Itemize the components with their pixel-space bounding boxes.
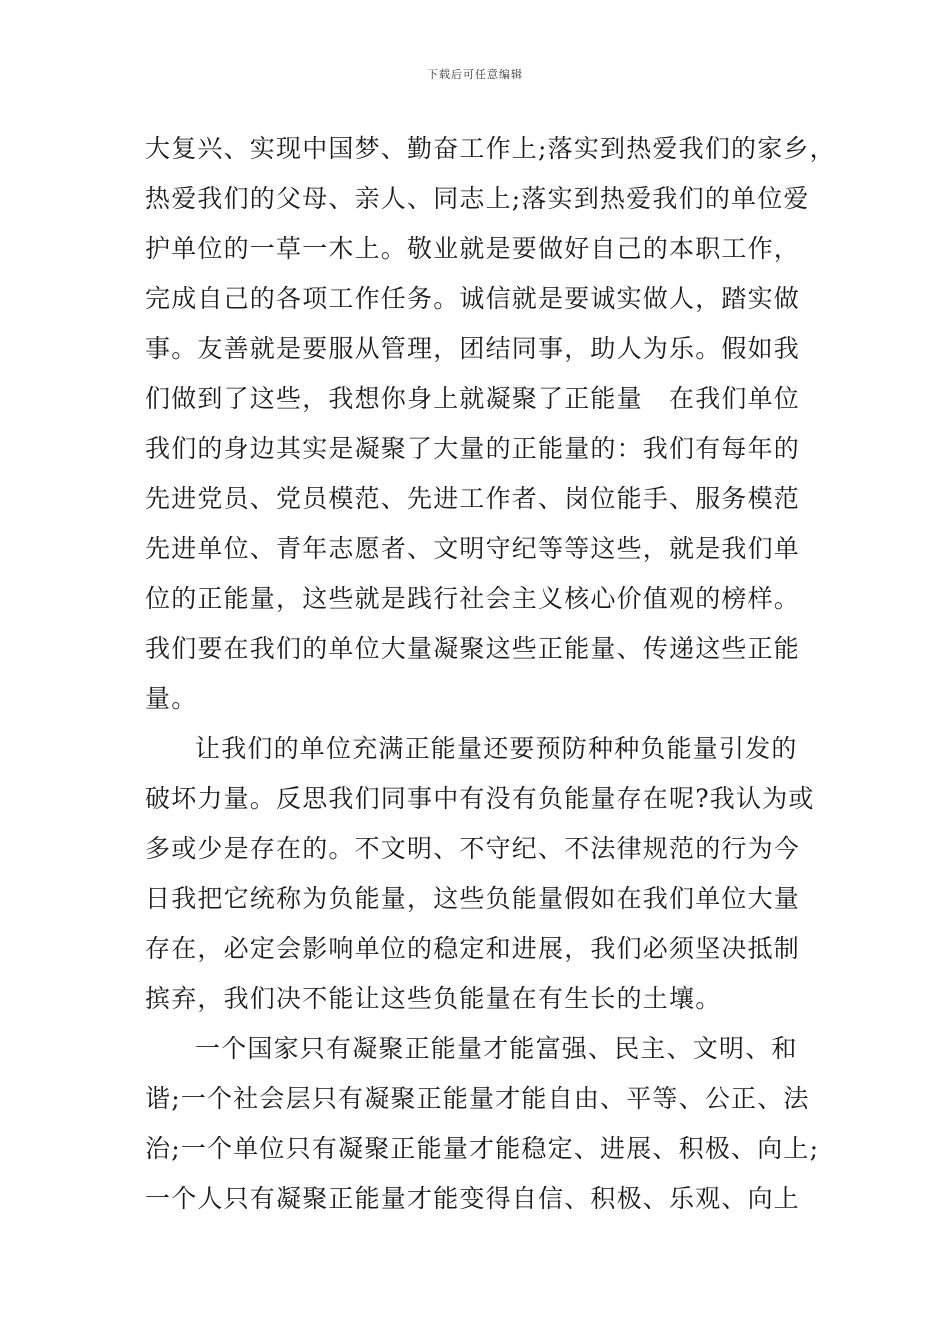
text-line: 事。友善就是要服从管理，团结同事，助人为乐。假如我	[145, 334, 801, 363]
text-line: 一个人只有凝聚正能量才能变得自信、积极、乐观、向上	[145, 1184, 801, 1213]
text-line: 我们要在我们的单位大量凝聚这些正能量、传递这些正能	[145, 634, 801, 663]
text-line: 先进单位、青年志愿者、文明守纪等等这些，就是我们单	[145, 534, 801, 563]
text-line: 量。	[145, 684, 198, 713]
text-line: 日我把它统称为负能量，这些负能量假如在我们单位大量	[145, 884, 801, 913]
document-body	[145, 124, 836, 1224]
text-line: 完成自己的各项工作任务。诚信就是要诚实做人，踏实做	[145, 284, 801, 313]
paragraph-first-line: 一个国家只有凝聚正能量才能富强、民主、文明、和	[195, 1034, 798, 1063]
text-line: 摈弃，我们决不能让这些负能量在有生长的土壤。	[145, 984, 722, 1013]
text-line: 位的正能量，这些就是践行社会主义核心价值观的榜样。	[145, 584, 801, 613]
text-line: 治;一个单位只有凝聚正能量才能稳定、进展、积极、向上;	[145, 1134, 820, 1163]
text-line: 先进党员、党员模范、先进工作者、岗位能手、服务模范	[145, 484, 801, 513]
text-line: 存在，必定会影响单位的稳定和进展，我们必须坚决抵制	[145, 934, 801, 963]
text-line: 们做到了这些，我想你身上就凝聚了正能量 在我们单位	[145, 384, 801, 413]
text-line: 热爱我们的父母、亲人、同志上;落实到热爱我们的单位爱	[145, 184, 810, 213]
text-line: 多或少是存在的。不文明、不守纪、不法律规范的行为今	[145, 834, 801, 863]
text-line: 大复兴、实现中国梦、勤奋工作上;落实到热爱我们的家乡，	[145, 134, 836, 163]
text-line: 破坏力量。反思我们同事中有没有负能量存在呢?我认为或	[145, 784, 815, 813]
paragraph-first-line: 让我们的单位充满正能量还要预防种种负能量引发的	[195, 734, 798, 763]
text-line: 谐;一个社会层只有凝聚正能量才能自由、平等、公正、法	[145, 1084, 810, 1113]
text-line: 我们的身边其实是凝聚了大量的正能量的：我们有每年的	[145, 434, 801, 463]
text-line: 护单位的一草一木上。敬业就是要做好自己的本职工作，	[145, 234, 801, 263]
page-header: 下载后可任意编辑	[427, 68, 523, 81]
